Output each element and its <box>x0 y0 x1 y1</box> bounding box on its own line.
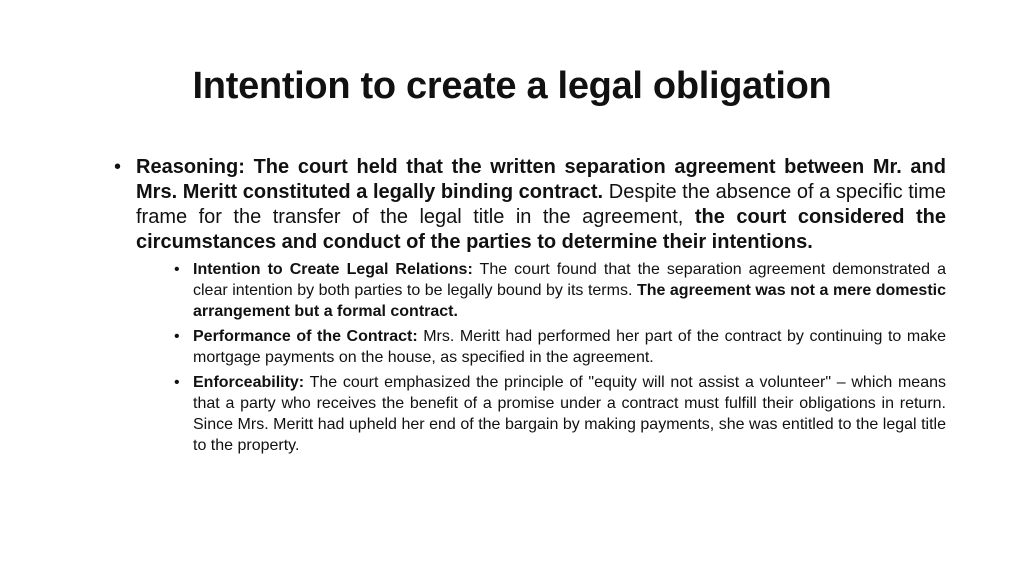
reasoning-label: Reasoning: <box>136 156 245 178</box>
sub-bullet-text: Mrs. Meritt had performed her part of the contract by continuing to make mortgage payments on the house, as specified in the agreement. <box>193 328 946 366</box>
sub-bullet-enforceability <box>174 372 946 456</box>
sub-bullet-label: Performance of the Contract: <box>193 328 418 345</box>
bullet-icon: • <box>174 261 180 278</box>
main-bullet-reasoning <box>110 155 946 255</box>
slide-content <box>110 155 946 460</box>
sub-bullet-text: The court found that the separation agreement demonstrated a clear intention by both parties to be legally bound by its terms. <box>193 261 947 299</box>
reasoning-normal-text: Despite the absence of a specific time frame for the transfer of the legal title in the agreement, <box>136 181 946 228</box>
sub-bullet-text: The court emphasized the principle of "equity will not assist a volunteer" – which means that a party who receives the benefit of a promise under a contract must fulfill their obligations in return. Since Mrs. Meritt had upheld her end of the bargain by making payments, she was entitled to the legal title to the property. <box>193 374 947 454</box>
sub-bullet-label: Intention to Create Legal Relations: <box>193 261 473 278</box>
sub-bullet-performance <box>174 326 946 368</box>
bullet-icon: • <box>114 156 122 178</box>
sub-bullet-intention <box>174 259 946 322</box>
bullet-icon: • <box>174 328 180 345</box>
reasoning-bold-text-2: the court considered the circumstances and conduct of the parties to determine their intentions. <box>136 206 947 253</box>
bullet-icon: • <box>174 374 180 391</box>
sub-bullet-bold-tail: The agreement was not a mere domestic arrangement but a formal contract. <box>193 282 946 320</box>
slide-title: Intention to create a legal obligation <box>192 65 832 107</box>
reasoning-bold-text-1: The court held that the written separation agreement between Mr. and Mrs. Meritt constituted a legally binding contract. <box>136 156 946 203</box>
sub-bullet-list <box>174 259 946 456</box>
sub-bullet-label: Enforceability: <box>193 374 305 391</box>
